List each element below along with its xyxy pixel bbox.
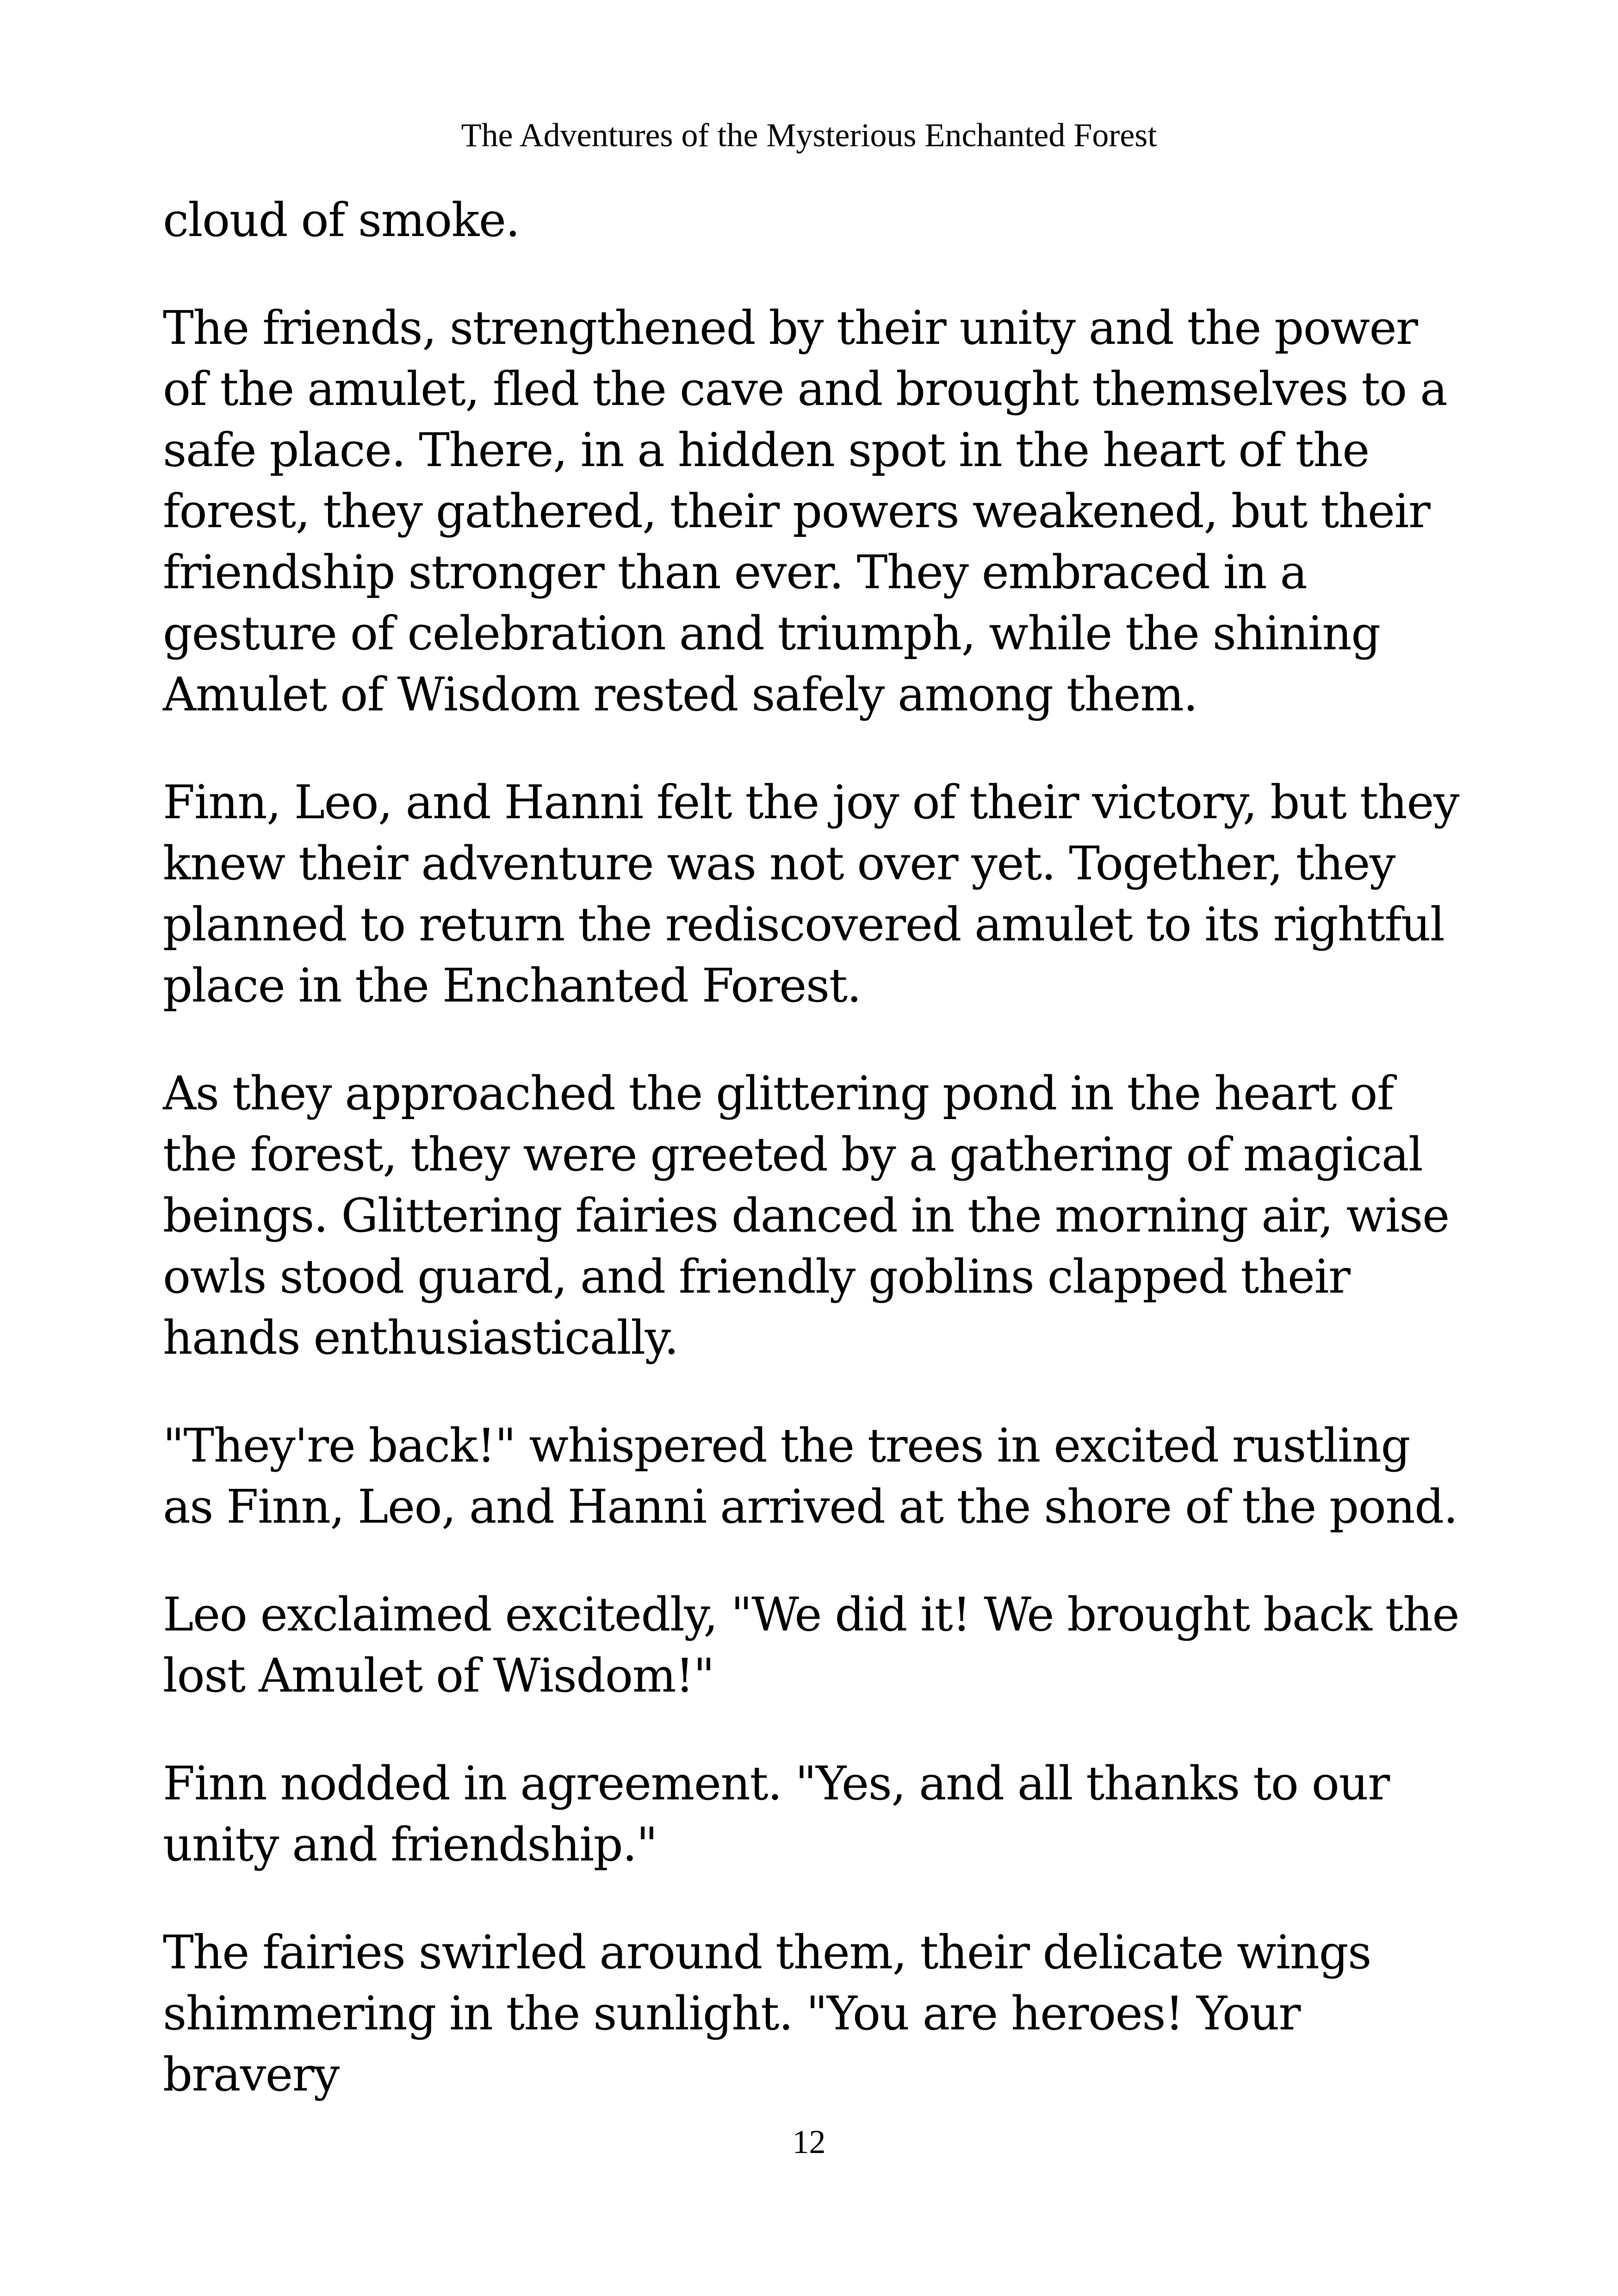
body-text — [163, 190, 1472, 2105]
paragraph: Leo exclaimed excitedly, "We did it! We brought back the lost Amulet of Wisdom!" — [163, 1587, 1459, 1703]
paragraph: Finn, Leo, and Hanni felt the joy of their victory, but they knew their adventure was not over yet. Together, they planned to return the rediscovered amulet to its rightful place in the Enchanted Forest. — [163, 775, 1459, 1013]
paragraph: The fairies swirled around them, their delicate wings shimmering in the sunlight. "You are heroes! Your bravery — [163, 1925, 1371, 2102]
page-number: 12 — [792, 2123, 826, 2160]
paragraph: As they approached the glittering pond in the heart of the forest, they were greeted by a gathering of magical beings. Glittering fairies danced in the morning air, wise owls stood guard, and friendly goblins clapped their hands enthusiastically. — [163, 1066, 1449, 1365]
paragraph: cloud of smoke. — [163, 193, 520, 247]
paragraph: Finn nodded in agreement. "Yes, and all thanks to our unity and friendship." — [163, 1756, 1389, 1872]
running-header: The Adventures of the Mysterious Enchanted Forest — [461, 117, 1157, 154]
paragraph: The friends, strengthened by their unity and the power of the amulet, fled the cave and brought themselves to a safe place. There, in a hidden spot in the heart of the forest, they gathered, their powers weakened, but their friendship stronger than ever. They embraced in a gesture of celebration and triumph, while the shining Amulet of Wisdom rested safely among them. — [163, 301, 1447, 722]
paragraph: "They're back!" whispered the trees in excited rustling as Finn, Leo, and Hanni arrived at the shore of the pond. — [163, 1419, 1458, 1534]
